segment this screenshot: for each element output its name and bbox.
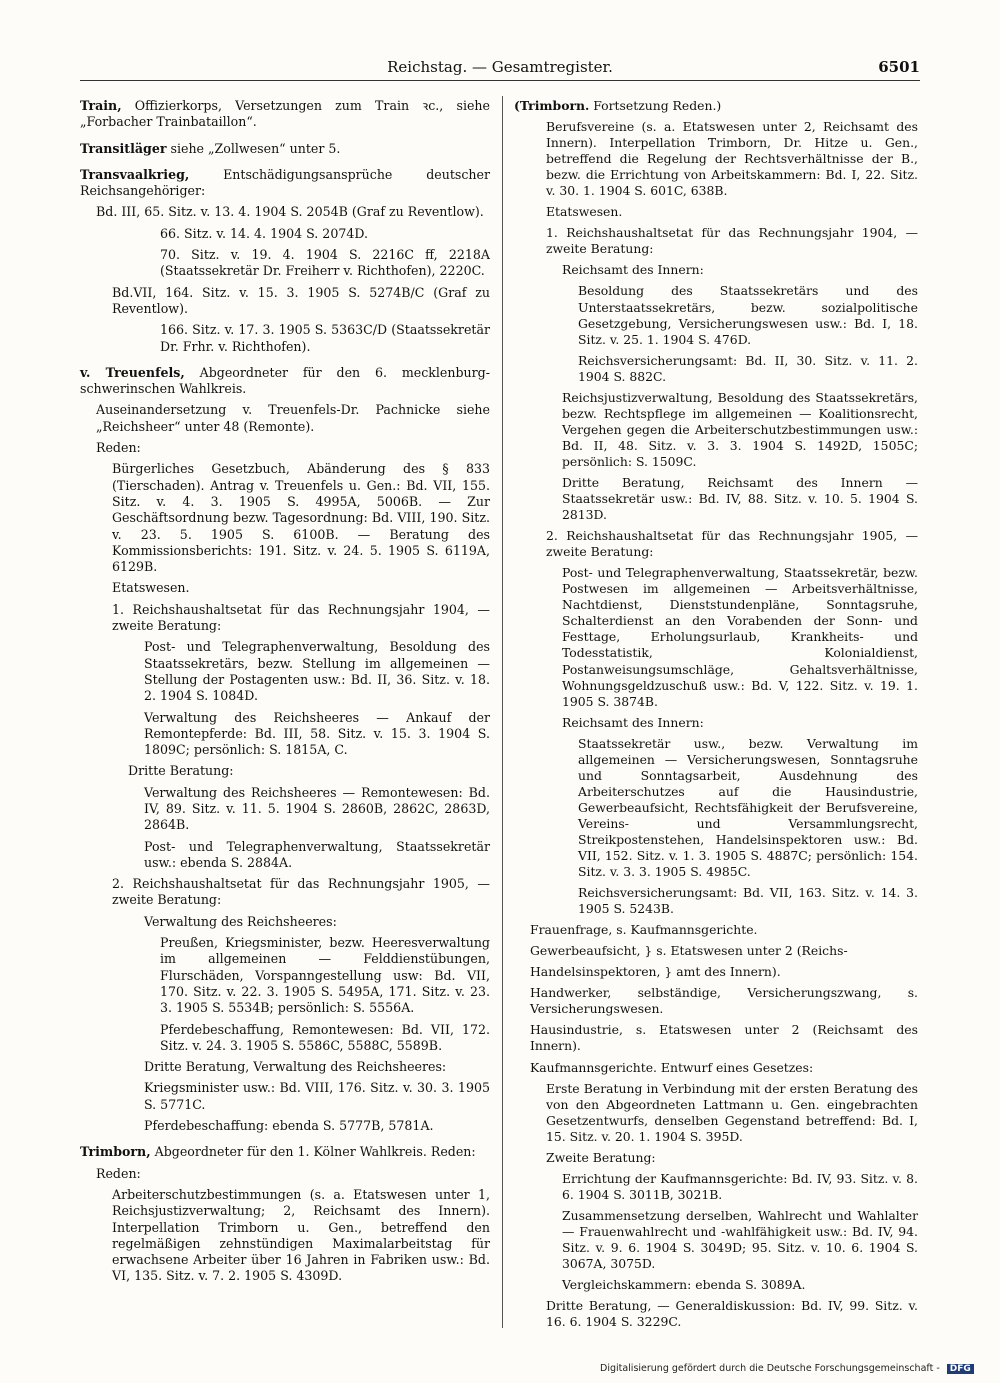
index-subentry (514, 1298, 918, 1330)
index-subentry (80, 710, 490, 759)
index-subentry (514, 225, 918, 257)
index-subentry (80, 914, 490, 930)
index-entry (80, 98, 490, 131)
index-subentry (514, 1060, 918, 1076)
index-subentry (514, 1081, 918, 1145)
index-subentry (514, 353, 918, 385)
index-subentry (80, 876, 490, 909)
entry-text: 66. Sitz. v. 14. 4. 1904 S. 2074D. (160, 225, 369, 241)
entry-text: Arbeiterschutzbestimmungen (s. a. Etatswesen unter 1, Reichsjustizverwaltung; 2, Reichsamt des Innern). Interpellation Trimborn u. Gen., betreffend den regelmäßigen zehnstündigen Maximalarbeitstag für erwachsene Arbeiter über 16 Jahren in Fabriken usw.: Bd. VI, 135. Sitz. v. 7. 2. 1905 S. 4309D. (112, 1186, 490, 1284)
index-subentry (514, 528, 918, 560)
entry-text: Dritte Beratung, Reichsamt des Innern — Staatssekretär usw.: Bd. IV, 88. Sitz. v. 10. 5. 1904 S. 2813D. (562, 474, 918, 523)
index-entry (80, 1144, 490, 1160)
entry-text: Reichsversicherungsamt: Bd. VII, 163. Sitz. v. 14. 3. 1905 S. 5243B. (578, 885, 918, 917)
index-entry (80, 365, 490, 398)
index-subentry (514, 922, 918, 938)
entry-text: Offizierkorps, Versetzungen zum Train ꝛc., siehe „Forbacher Trainbataillon“. (80, 98, 490, 130)
index-subentry (80, 1080, 490, 1113)
index-subentry (80, 1187, 490, 1285)
entry-text: Abgeordneter für den 6. mecklenburg-schwerinschen Wahlkreis. (80, 364, 490, 397)
index-subentry (514, 475, 918, 523)
index-subentry (80, 1118, 490, 1134)
index-subentry (80, 461, 490, 575)
index-subentry (80, 247, 490, 280)
index-subentry (80, 402, 490, 435)
index-subentry (80, 440, 490, 456)
index-subentry (514, 964, 918, 980)
entry-text: Abgeordneter für den 1. Kölner Wahlkreis. Reden: (150, 1144, 476, 1160)
left-column (80, 98, 490, 1290)
index-subentry (514, 1022, 918, 1054)
index-entry (514, 98, 918, 114)
index-subentry (514, 985, 918, 1017)
entry-text: Verwaltung des Reichsheeres — Remontewesen: Bd. IV, 89. Sitz. v. 11. 5. 1904 S. 2860B, 2862C, 2863D, 2864B. (144, 784, 490, 833)
page-number: 6501 (878, 58, 920, 76)
entry-text: Erste Beratung in Verbindung mit der ersten Beratung des von den Abgeordneten Lattmann u. Gen. eingebrachten Gesetzentwurfs, denselben Gegenstand betreffend: Bd. I, 15. Sitz. v. 20. 1. 1904 S. 395D. (546, 1080, 918, 1144)
index-subentry (514, 943, 918, 959)
entry-text: 2. Reichshaushaltsetat für das Rechnungsjahr 1905, — zweite Beratung: (112, 876, 490, 908)
index-subentry (80, 1166, 490, 1182)
index-subentry (514, 119, 918, 199)
running-title: Reichstag. — Gesamtregister. (387, 58, 613, 76)
entry-text: Berufsvereine (s. a. Etatswesen unter 2, Reichsamt des Innern). Interpellation Trimborn, Dr. Hitze u. Gen., betreffend die Regelung der Rechtsverhältnisse der B., bezw. die Errichtung von Arbeitskammern: Bd. I, 22. Sitz. v. 30. 1. 1904 S. 601C, 638B. (546, 119, 918, 199)
footer (600, 1363, 980, 1374)
dfg-logo: DFG (947, 1364, 974, 1374)
index-subentry (80, 285, 490, 318)
index-subentry (80, 935, 490, 1016)
entry-text: Zusammensetzung derselben, Wahlrecht und Wahlalter — Frauenwahlrecht und -wahlfähigkeit usw.: Bd. IV, 94. Sitz. v. 9. 6. 1904 S. 3049D; 95. Sitz. v. 10. 6. 1904 S. 3067A, 3075D. (562, 1207, 918, 1272)
index-subentry (514, 1171, 918, 1203)
entry-text: Gewerbeaufsicht, } s. Etatswesen unter 2 (Reichs- (530, 943, 848, 959)
index-entry (80, 141, 490, 157)
entry-text: Bd.VII, 164. Sitz. v. 15. 3. 1905 S. 5274B/C (Graf zu Reventlow). (112, 284, 490, 316)
entry-heading: Transvaalkrieg, (80, 166, 190, 182)
index-subentry (514, 715, 918, 731)
entry-text: Besoldung des Staatssekretärs und des Unterstaatssekretärs, bezw. sozialpolitische Gesetzgebung, Versicherungswesen usw.: Bd. I, 18. Sitz. v. 25. 1. 1904 S. 476D. (578, 283, 918, 347)
entry-text: Post- und Telegraphenverwaltung, Staatssekretär usw.: ebenda S. 2884A. (144, 838, 490, 870)
entry-text: 70. Sitz. v. 19. 4. 1904 S. 2216C ff, 2218A (Staatssekretär Dr. Freiherr v. Richthofen), 2220C. (160, 247, 490, 279)
index-subentry (514, 283, 918, 347)
page-header (80, 58, 920, 81)
entry-text: Reichsamt des Innern: (562, 262, 704, 278)
index-subentry (80, 602, 490, 635)
index-entry (80, 167, 490, 200)
entry-text: Kriegsminister usw.: Bd. VIII, 176. Sitz. v. 30. 3. 1905 S. 5771C. (144, 1080, 490, 1112)
index-subentry (80, 322, 490, 355)
index-subentry (80, 580, 490, 596)
entry-text: Reichsversicherungsamt: Bd. II, 30. Sitz. v. 11. 2. 1904 S. 882C. (578, 352, 918, 384)
index-subentry (80, 1022, 490, 1055)
entry-text: Bd. III, 65. Sitz. v. 13. 4. 1904 S. 2054B (Graf zu Reventlow). (96, 204, 484, 220)
column-divider (502, 96, 503, 1328)
entry-text: Etatswesen. (112, 580, 190, 596)
index-subentry (514, 262, 918, 278)
index-subentry (514, 565, 918, 709)
entry-heading: (Trimborn. (514, 98, 590, 113)
entry-text: Verwaltung des Reichsheeres — Ankauf der Remontepferde: Bd. III, 58. Sitz. v. 15. 3. 1904 S. 1809C; persönlich: S. 1815A, C. (144, 709, 490, 758)
entry-text: Kaufmannsgerichte. Entwurf eines Gesetzes: (530, 1059, 814, 1075)
entry-text: Hausindustrie, s. Etatswesen unter 2 (Reichsamt des Innern). (530, 1022, 918, 1054)
entry-text: Handwerker, selbständige, Versicherungszwang, s. Versicherungswesen. (530, 985, 918, 1017)
index-subentry (514, 885, 918, 917)
entry-heading: Trimborn, (80, 1144, 151, 1160)
entry-text: Post- und Telegraphenverwaltung, Staatssekretär, bezw. Postwesen im allgemeinen — Arbeitsverhältnisse, Nachtdienst, Dienststundenpläne, Sonntagsruhe, Schalterdienst an den Vorabenden der Sonn- und Festtage, Erholungsurlaub, Krankheits- und Todesstatistik, Kolonialdienst, Postanweisungsumschläge, Gehaltsverhältnisse, Wohnungsgeldzuschuß usw.: Bd. V, 122. Sitz. v. 19. 1. 1905 S. 3874B. (562, 565, 918, 709)
index-subentry (80, 839, 490, 872)
entry-text: Verwaltung des Reichsheeres: (144, 913, 337, 929)
entry-text: 1. Reichshaushaltsetat für das Rechnungsjahr 1904, — zweite Beratung: (112, 601, 490, 634)
entry-text: siehe „Zollwesen“ unter 5. (166, 140, 341, 156)
index-subentry (514, 204, 918, 220)
entry-text: Vergleichskammern: ebenda S. 3089A. (562, 1277, 806, 1293)
entry-text: Reden: (96, 1165, 141, 1181)
index-subentry (80, 1059, 490, 1075)
entry-text: Fortsetzung Reden.) (589, 98, 722, 113)
index-subentry (514, 1208, 918, 1272)
entry-heading: Transitläger (80, 140, 167, 156)
index-subentry (80, 204, 490, 220)
entry-text: Dritte Beratung: (128, 763, 234, 779)
index-subentry (514, 1277, 918, 1293)
index-subentry (80, 763, 490, 779)
entry-text: 2. Reichshaushaltsetat für das Rechnungsjahr 1905, — zweite Beratung: (546, 528, 918, 560)
entry-text: Dritte Beratung, Verwaltung des Reichsheeres: (144, 1059, 447, 1075)
entry-text: 166. Sitz. v. 17. 3. 1905 S. 5363C/D (Staatssekretär Dr. Frhr. v. Richthofen). (160, 322, 490, 354)
entry-text: Handelsinspektoren, } amt des Innern). (530, 964, 781, 980)
entry-text: Etatswesen. (546, 204, 623, 220)
entry-text: Zweite Beratung: (546, 1149, 656, 1165)
entry-text: Pferdebeschaffung: ebenda S. 5777B, 5781A. (144, 1118, 434, 1134)
entry-text: Dritte Beratung, — Generaldiskussion: Bd. IV, 99. Sitz. v. 16. 6. 1904 S. 3229C. (546, 1298, 918, 1330)
index-subentry (514, 1150, 918, 1166)
entry-text: Auseinandersetzung v. Treuenfels-Dr. Pachnicke siehe „Reichsheer“ unter 48 (Remonte). (96, 402, 490, 434)
footer-text: Digitalisierung gefördert durch die Deutsche Forschungsgemeinschaft - (600, 1363, 940, 1374)
entry-text: Staatssekretär usw., bezw. Verwaltung im allgemeinen — Versicherungswesen, Sonntagsruhe und Sonntagsarbeit, Ausdehnung des Arbeiterschutzes auf die Hausindustrie, Gewerbeaufsicht, Rechtsfähigkeit der Berufsvereine, Vereins- und Versammlungsrecht, Streikpostenstehen, Handelsinspektoren usw.: Bd. VII, 152. Sitz. v. 1. 3. 1905 S. 4887C; persönlich: 154. Sitz. v. 3. 3. 1905 S. 4985C. (578, 735, 918, 880)
entry-text: 1. Reichshaushaltsetat für das Rechnungsjahr 1904, — zweite Beratung: (546, 225, 918, 257)
entry-text: Preußen, Kriegsminister, bezw. Heeresverwaltung im allgemeinen — Felddienstübungen, Flurschäden, Vorspanngestellung usw: Bd. VII, 170. Sitz. v. 22. 3. 1905 S. 5495A, 171. Sitz. v. 23. 3. 1905 S. 5534B; persönlich: S. 5556A. (160, 935, 490, 1016)
index-subentry (514, 390, 918, 470)
entry-text: Errichtung der Kaufmannsgerichte: Bd. IV, 93. Sitz. v. 8. 6. 1904 S. 3011B, 3021B. (562, 1170, 918, 1202)
entry-heading: Train, (80, 98, 122, 113)
entry-text: Entschädigungsansprüche deutscher Reichsangehöriger: (80, 166, 490, 199)
entry-text: Post- und Telegraphenverwaltung, Besoldung des Staatssekretärs, bezw. Stellung im allgemeinen — Stellung der Postagenten usw.: Bd. II, 36. Sitz. v. 18. 2. 1904 S. 1084D. (144, 639, 490, 704)
entry-text: Bürgerliches Gesetzbuch, Abänderung des § 833 (Tierschaden). Antrag v. Treuenfels u. Gen.: Bd. VII, 155. Sitz. v. 4. 3. 1905 S. 4995A, 5006B. — Zur Geschäftsordnung bezw. Tagesordnung: Bd. VIII, 190. Sitz. v. 23. 5. 1905 S. 6100B. — Beratung des Kommissionsberichts: 191. Sitz. v. 24. 5. 1905 S. 6119A, 6129B. (112, 461, 490, 575)
index-subentry (514, 736, 918, 880)
entry-text: Reichsjustizverwaltung, Besoldung des Staatssekretärs, bezw. Rechtspflege im allgemeinen — Koalitionsrecht, Vergehen gegen die Arbeiterschutzbestimmungen usw.: Bd. II, 48. Sitz. v. 3. 3. 1904 S. 1492D, 1505C; persönlich: S. 1509C. (562, 389, 918, 469)
entry-text: Frauenfrage, s. Kaufmannsgerichte. (530, 922, 758, 938)
index-subentry (80, 226, 490, 242)
entry-text: Reden: (96, 440, 141, 456)
index-subentry (80, 639, 490, 704)
entry-text: Reichsamt des Innern: (562, 714, 704, 730)
index-subentry (80, 785, 490, 834)
entry-text: Pferdebeschaffung, Remontewesen: Bd. VII, 172. Sitz. v. 24. 3. 1905 S. 5586C, 5588C, 5589B. (160, 1021, 490, 1053)
right-column (514, 98, 918, 1335)
entry-heading: v. Treuenfels, (80, 364, 185, 380)
